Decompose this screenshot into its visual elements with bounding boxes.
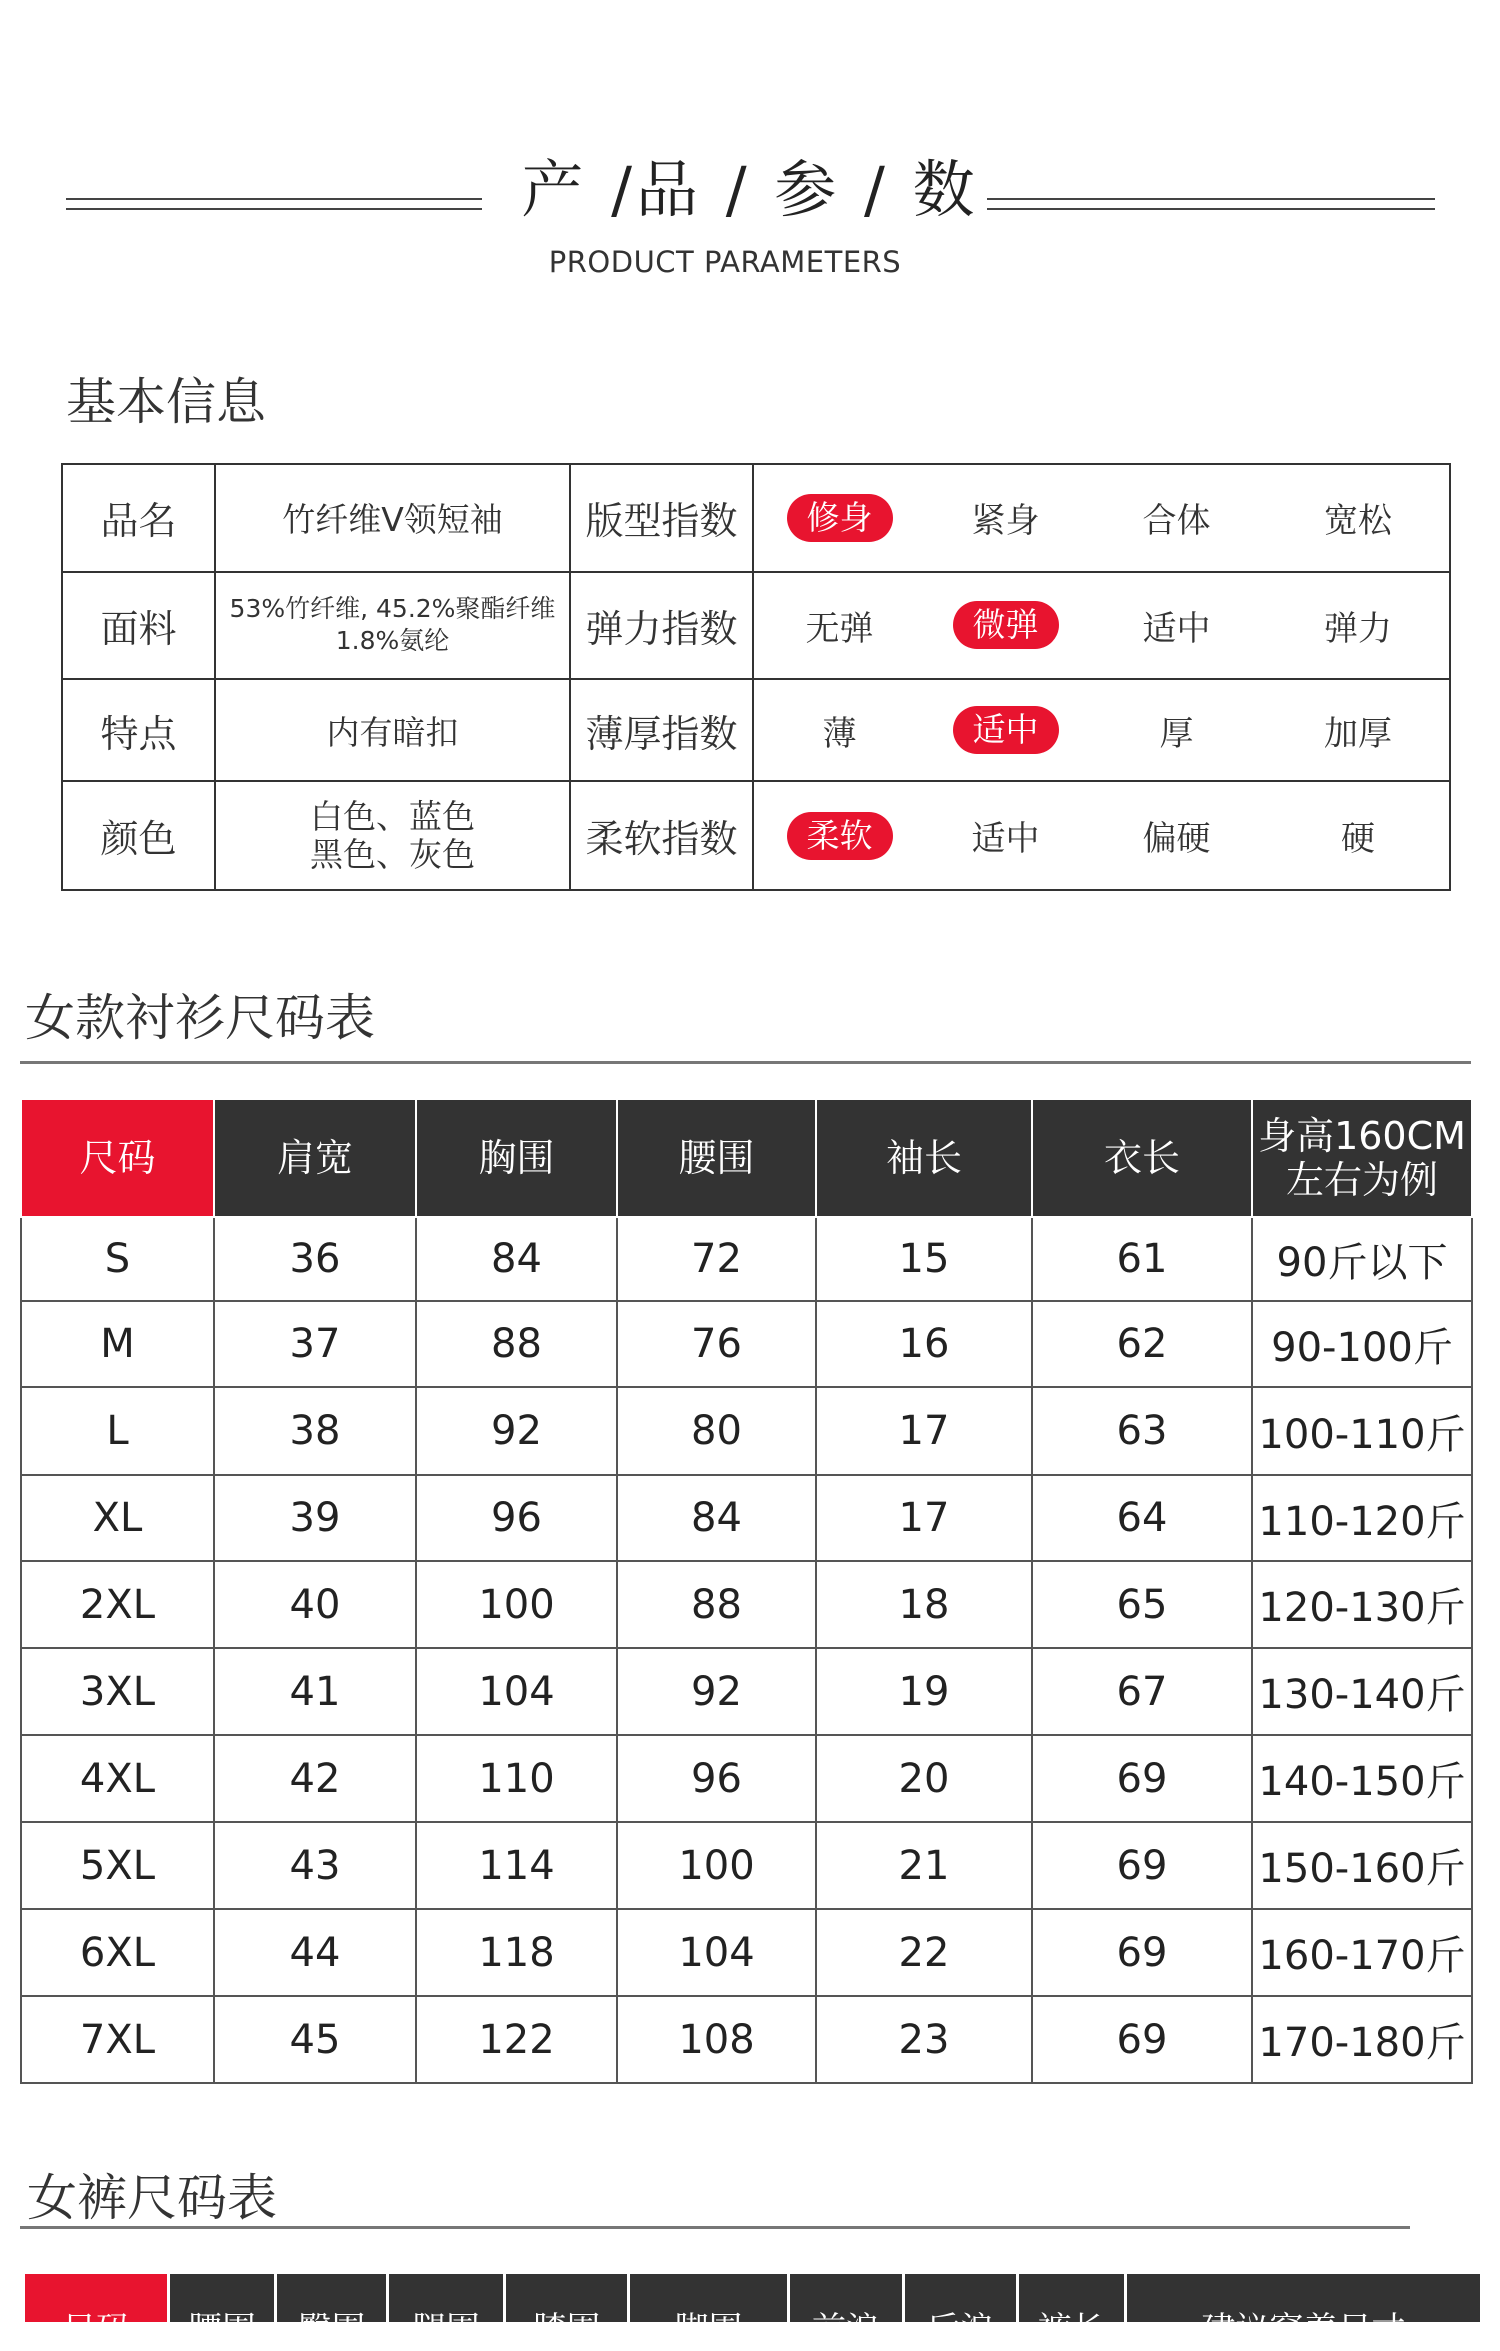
- info-index-elasticity: 弹力指数: [570, 572, 753, 680]
- basic-info-table: [61, 463, 1451, 891]
- cell-size: XL: [21, 1475, 214, 1561]
- col-sleeve: 袖长: [816, 1099, 1032, 1217]
- cell-chest: 100: [416, 1561, 617, 1648]
- cell-shoulder: 43: [214, 1822, 416, 1909]
- cell-shoulder: 44: [214, 1909, 416, 1996]
- cell-weight: 90-100斤: [1252, 1301, 1472, 1387]
- cell-weight: 130-140斤: [1252, 1648, 1472, 1735]
- cell-chest: 118: [416, 1909, 617, 1996]
- elasticity-option-1: 无弹: [753, 572, 925, 680]
- selected-pill: 修身: [787, 494, 893, 542]
- table-row: [21, 1217, 1472, 1301]
- cell-shoulder: 40: [214, 1561, 416, 1648]
- col-reference-line-2: 左右为例: [1285, 1158, 1438, 1202]
- shirt-table-body: [21, 1217, 1472, 2083]
- pants-col-ankle: 脚围: [630, 2274, 790, 2322]
- info-row-color: [62, 781, 1450, 890]
- cell-chest: 88: [416, 1301, 617, 1387]
- cell-sleeve: 22: [816, 1909, 1032, 1996]
- cell-waist: 108: [617, 1996, 816, 2083]
- basic-info-title: 基本信息: [66, 373, 266, 431]
- cell-weight: 120-130斤: [1252, 1561, 1472, 1648]
- cell-chest: 114: [416, 1822, 617, 1909]
- fit-option-2: 紧身: [925, 464, 1086, 572]
- shirt-size-table: [20, 1098, 1473, 2084]
- elasticity-option-4: 弹力: [1267, 572, 1450, 680]
- cell-length: 69: [1032, 1996, 1252, 2083]
- cell-length: 65: [1032, 1561, 1252, 1648]
- info-row-fabric: [62, 572, 1450, 680]
- cell-shoulder: 45: [214, 1996, 416, 2083]
- color-line-2: 黑色、灰色: [310, 834, 475, 874]
- cell-size: S: [21, 1217, 214, 1301]
- info-index-softness: 柔软指数: [570, 781, 753, 890]
- fit-option-1: [753, 464, 925, 572]
- cell-chest: 110: [416, 1735, 617, 1822]
- thickness-option-4: 加厚: [1267, 679, 1450, 781]
- cell-length: 63: [1032, 1387, 1252, 1475]
- table-row: [21, 1996, 1472, 2083]
- cell-shoulder: 39: [214, 1475, 416, 1561]
- pants-table-title: 女裤尺码表: [27, 2169, 277, 2227]
- thickness-option-2: [925, 679, 1086, 781]
- col-reference-line-1: 身高160CM: [1258, 1114, 1466, 1158]
- cell-size: 2XL: [21, 1561, 214, 1648]
- cell-waist: 72: [617, 1217, 816, 1301]
- cell-length: 64: [1032, 1475, 1252, 1561]
- cell-length: 62: [1032, 1301, 1252, 1387]
- cell-waist: 76: [617, 1301, 816, 1387]
- cell-chest: 122: [416, 1996, 617, 2083]
- table-row: [21, 1822, 1472, 1909]
- cell-weight: 110-120斤: [1252, 1475, 1472, 1561]
- cell-size: 5XL: [21, 1822, 214, 1909]
- info-label-feature: 特点: [62, 679, 215, 781]
- cell-waist: 84: [617, 1475, 816, 1561]
- header-rule-left: [66, 198, 482, 210]
- cell-chest: 84: [416, 1217, 617, 1301]
- cell-length: 67: [1032, 1648, 1252, 1735]
- elasticity-option-2: [925, 572, 1086, 680]
- cell-sleeve: 20: [816, 1735, 1032, 1822]
- table-row: [21, 1387, 1472, 1475]
- cell-waist: 80: [617, 1387, 816, 1475]
- cell-shoulder: 37: [214, 1301, 416, 1387]
- cell-length: 69: [1032, 1735, 1252, 1822]
- cell-length: 69: [1032, 1909, 1252, 1996]
- info-index-fit: 版型指数: [570, 464, 753, 572]
- info-value-fabric: [215, 572, 570, 680]
- cell-size: M: [21, 1301, 214, 1387]
- table-row: [21, 1475, 1472, 1561]
- fabric-line-2: 1.8%氨纶: [335, 626, 450, 656]
- table-row: [21, 1909, 1472, 1996]
- elasticity-option-3: 适中: [1086, 572, 1267, 680]
- cell-shoulder: 36: [214, 1217, 416, 1301]
- cell-waist: 92: [617, 1648, 816, 1735]
- page-subtitle: PRODUCT PARAMETERS: [548, 245, 902, 279]
- cell-sleeve: 23: [816, 1996, 1032, 2083]
- shirt-header-row: [21, 1099, 1472, 1217]
- softness-option-4: 硬: [1267, 781, 1450, 890]
- cell-shoulder: 42: [214, 1735, 416, 1822]
- col-shoulder: 肩宽: [214, 1099, 416, 1217]
- pants-col-back-rise: 后浪: [905, 2274, 1019, 2322]
- col-length: 衣长: [1032, 1099, 1252, 1217]
- info-label-name: 品名: [62, 464, 215, 572]
- cell-weight: 170-180斤: [1252, 1996, 1472, 2083]
- fit-option-3: 合体: [1086, 464, 1267, 572]
- cell-waist: 104: [617, 1909, 816, 1996]
- cell-weight: 90斤以下: [1252, 1217, 1472, 1301]
- cell-waist: 96: [617, 1735, 816, 1822]
- fabric-line-1: 53%竹纤维, 45.2%聚酯纤维: [229, 594, 556, 624]
- pants-col-waist: 腰围: [170, 2274, 277, 2322]
- cell-size: L: [21, 1387, 214, 1475]
- pants-col-thigh: 腿围: [389, 2274, 506, 2322]
- col-waist: 腰围: [617, 1099, 816, 1217]
- cell-weight: 140-150斤: [1252, 1735, 1472, 1822]
- cell-chest: 92: [416, 1387, 617, 1475]
- thickness-option-1: 薄: [753, 679, 925, 781]
- col-chest: 胸围: [416, 1099, 617, 1217]
- info-index-thickness: 薄厚指数: [570, 679, 753, 781]
- cell-size: 4XL: [21, 1735, 214, 1822]
- cell-waist: 88: [617, 1561, 816, 1648]
- fit-option-4: 宽松: [1267, 464, 1450, 572]
- info-label-fabric: 面料: [62, 572, 215, 680]
- selected-pill: 微弹: [953, 601, 1059, 649]
- color-line-1: 白色、蓝色: [310, 796, 475, 836]
- pants-col-knee: 膝围: [506, 2274, 630, 2322]
- cell-size: 7XL: [21, 1996, 214, 2083]
- info-row-name: [62, 464, 1450, 572]
- cell-chest: 104: [416, 1648, 617, 1735]
- col-reference: [1252, 1099, 1472, 1217]
- pants-col-hip: 臀围: [277, 2274, 389, 2322]
- table-row: [21, 1301, 1472, 1387]
- cell-weight: 100-110斤: [1252, 1387, 1472, 1475]
- table-row: [21, 1561, 1472, 1648]
- cell-size: 6XL: [21, 1909, 214, 1996]
- pants-col-suggest: 建议穿着尺寸: [1127, 2274, 1480, 2322]
- cell-weight: 150-160斤: [1252, 1822, 1472, 1909]
- thickness-option-3: 厚: [1086, 679, 1267, 781]
- cell-waist: 100: [617, 1822, 816, 1909]
- pants-col-length: 裤长: [1019, 2274, 1127, 2322]
- softness-option-3: 偏硬: [1086, 781, 1267, 890]
- pants-title-rule: [20, 2226, 1410, 2229]
- pants-header-row: [25, 2274, 1480, 2350]
- cell-weight: 160-170斤: [1252, 1909, 1472, 1996]
- pants-col-size: 尺码: [25, 2274, 170, 2322]
- cell-sleeve: 18: [816, 1561, 1032, 1648]
- cell-sleeve: 15: [816, 1217, 1032, 1301]
- header-rule-right: [987, 198, 1435, 210]
- cell-sleeve: 16: [816, 1301, 1032, 1387]
- pants-col-front-rise: 前浪: [790, 2274, 905, 2322]
- table-row: [21, 1648, 1472, 1735]
- cell-sleeve: 17: [816, 1387, 1032, 1475]
- cell-length: 69: [1032, 1822, 1252, 1909]
- info-label-color: 颜色: [62, 781, 215, 890]
- softness-option-2: 适中: [925, 781, 1086, 890]
- page-title: 产 /品 / 参 / 数: [521, 153, 979, 226]
- info-value-color: [215, 781, 570, 890]
- softness-option-1: [753, 781, 925, 890]
- selected-pill: 适中: [953, 706, 1059, 754]
- info-row-feature: [62, 679, 1450, 781]
- table-row: [21, 1735, 1472, 1822]
- cell-sleeve: 19: [816, 1648, 1032, 1735]
- info-value-feature: 内有暗扣: [215, 679, 570, 781]
- cell-chest: 96: [416, 1475, 617, 1561]
- cell-size: 3XL: [21, 1648, 214, 1735]
- shirt-title-rule: [20, 1061, 1471, 1064]
- info-value-name: 竹纤维V领短袖: [215, 464, 570, 572]
- cell-sleeve: 21: [816, 1822, 1032, 1909]
- col-size: 尺码: [21, 1099, 214, 1217]
- cell-shoulder: 41: [214, 1648, 416, 1735]
- cell-sleeve: 17: [816, 1475, 1032, 1561]
- shirt-table-title: 女款衬衫尺码表: [25, 989, 375, 1047]
- selected-pill: 柔软: [787, 812, 893, 860]
- cell-shoulder: 38: [214, 1387, 416, 1475]
- cell-length: 61: [1032, 1217, 1252, 1301]
